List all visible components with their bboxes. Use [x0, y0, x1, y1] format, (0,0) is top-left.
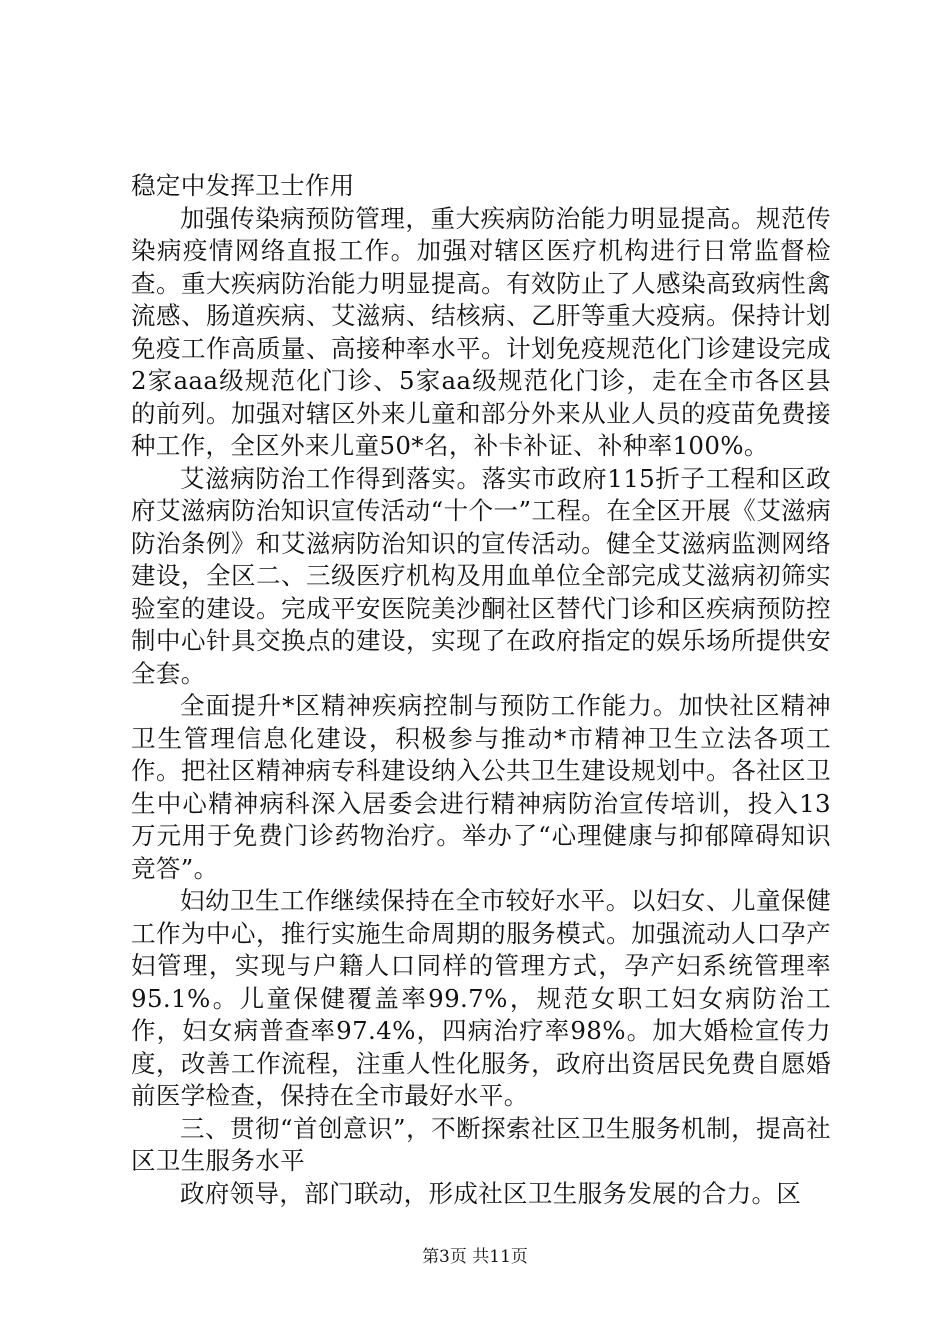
document-body [131, 170, 831, 1210]
paragraph-continuation: 稳定中发挥卫士作用 [131, 171, 355, 200]
paragraph-maternal-child-health: 妇幼卫生工作继续保持在全市较好水平。以妇女、儿童保健工作为中心，推行实施生命周期的服务模式。加强流动人口孕产妇管理，实现与户籍人口同样的管理方式，孕产妇系统管理率95.1%。儿童保健覆盖率99.7%，规范女职工妇女病防治工作，妇女病普查率97.4%，四病治疗率98%。加大婚检宣传力度，改善工作流程，注重人性化服务，政府出资居民免费自愿婚前医学检查，保持在全市最好水平。 [131, 886, 831, 1110]
paragraph-government-leadership: 政府领导，部门联动，形成社区卫生服务发展的合力。区 [180, 1178, 802, 1208]
paragraph-infectious-disease: 加强传染病预防管理，重大疾病防治能力明显提高。规范传染病疫情网络直报工作。加强对辖区医疗机构进行日常监督检查。重大疾病防治能力明显提高。有效防止了人感染高致病性禽流感、肠道疾病、艾滋病、结核病、乙肝等重大疫病。保持计划免疫工作高质量、高接种率水平。计划免疫规范化门诊建设完成2家aaa级规范化门诊、5家aa级规范化门诊，走在全市各区县的前列。加强对辖区外来儿童和部分外来从业人员的疫苗免费接种工作，全区外来儿童50*名，补卡补证、补种率100%。 [131, 203, 831, 460]
section-heading-community-health: 三、贯彻“首创意识”，不断探索社区卫生服务机制，提高社区卫生服务水平 [131, 1113, 831, 1175]
paragraph-mental-health: 全面提升*区精神疾病控制与预防工作能力。加快社区精神卫生管理信息化建设，积极参与推动*市精神卫生立法各项工作。把社区精神病专科建设纳入公共卫生建设规划中。各社区卫生中心精神病科深入居委会进行精神病防治宣传培训，投入13万元用于免费门诊药物治疗。举办了“心理健康与抑郁障碍知识竞答”。 [131, 691, 831, 883]
page-footer: 第3页 共11页 [422, 1247, 528, 1267]
paragraph-aids-prevention: 艾滋病防治工作得到落实。落实市政府115折子工程和区政府艾滋病防治知识宣传活动“十个一”工程。在全区开展《艾滋病防治条例》和艾滋病防治知识的宣传活动。健全艾滋病监测网络建设，全区二、三级医疗机构及用血单位全部完成艾滋病初筛实验室的建设。完成平安医院美沙酮社区替代门诊和区疾病预防控制中心针具交换点的建设，实现了在政府指定的娱乐场所提供安全套。 [131, 463, 831, 688]
